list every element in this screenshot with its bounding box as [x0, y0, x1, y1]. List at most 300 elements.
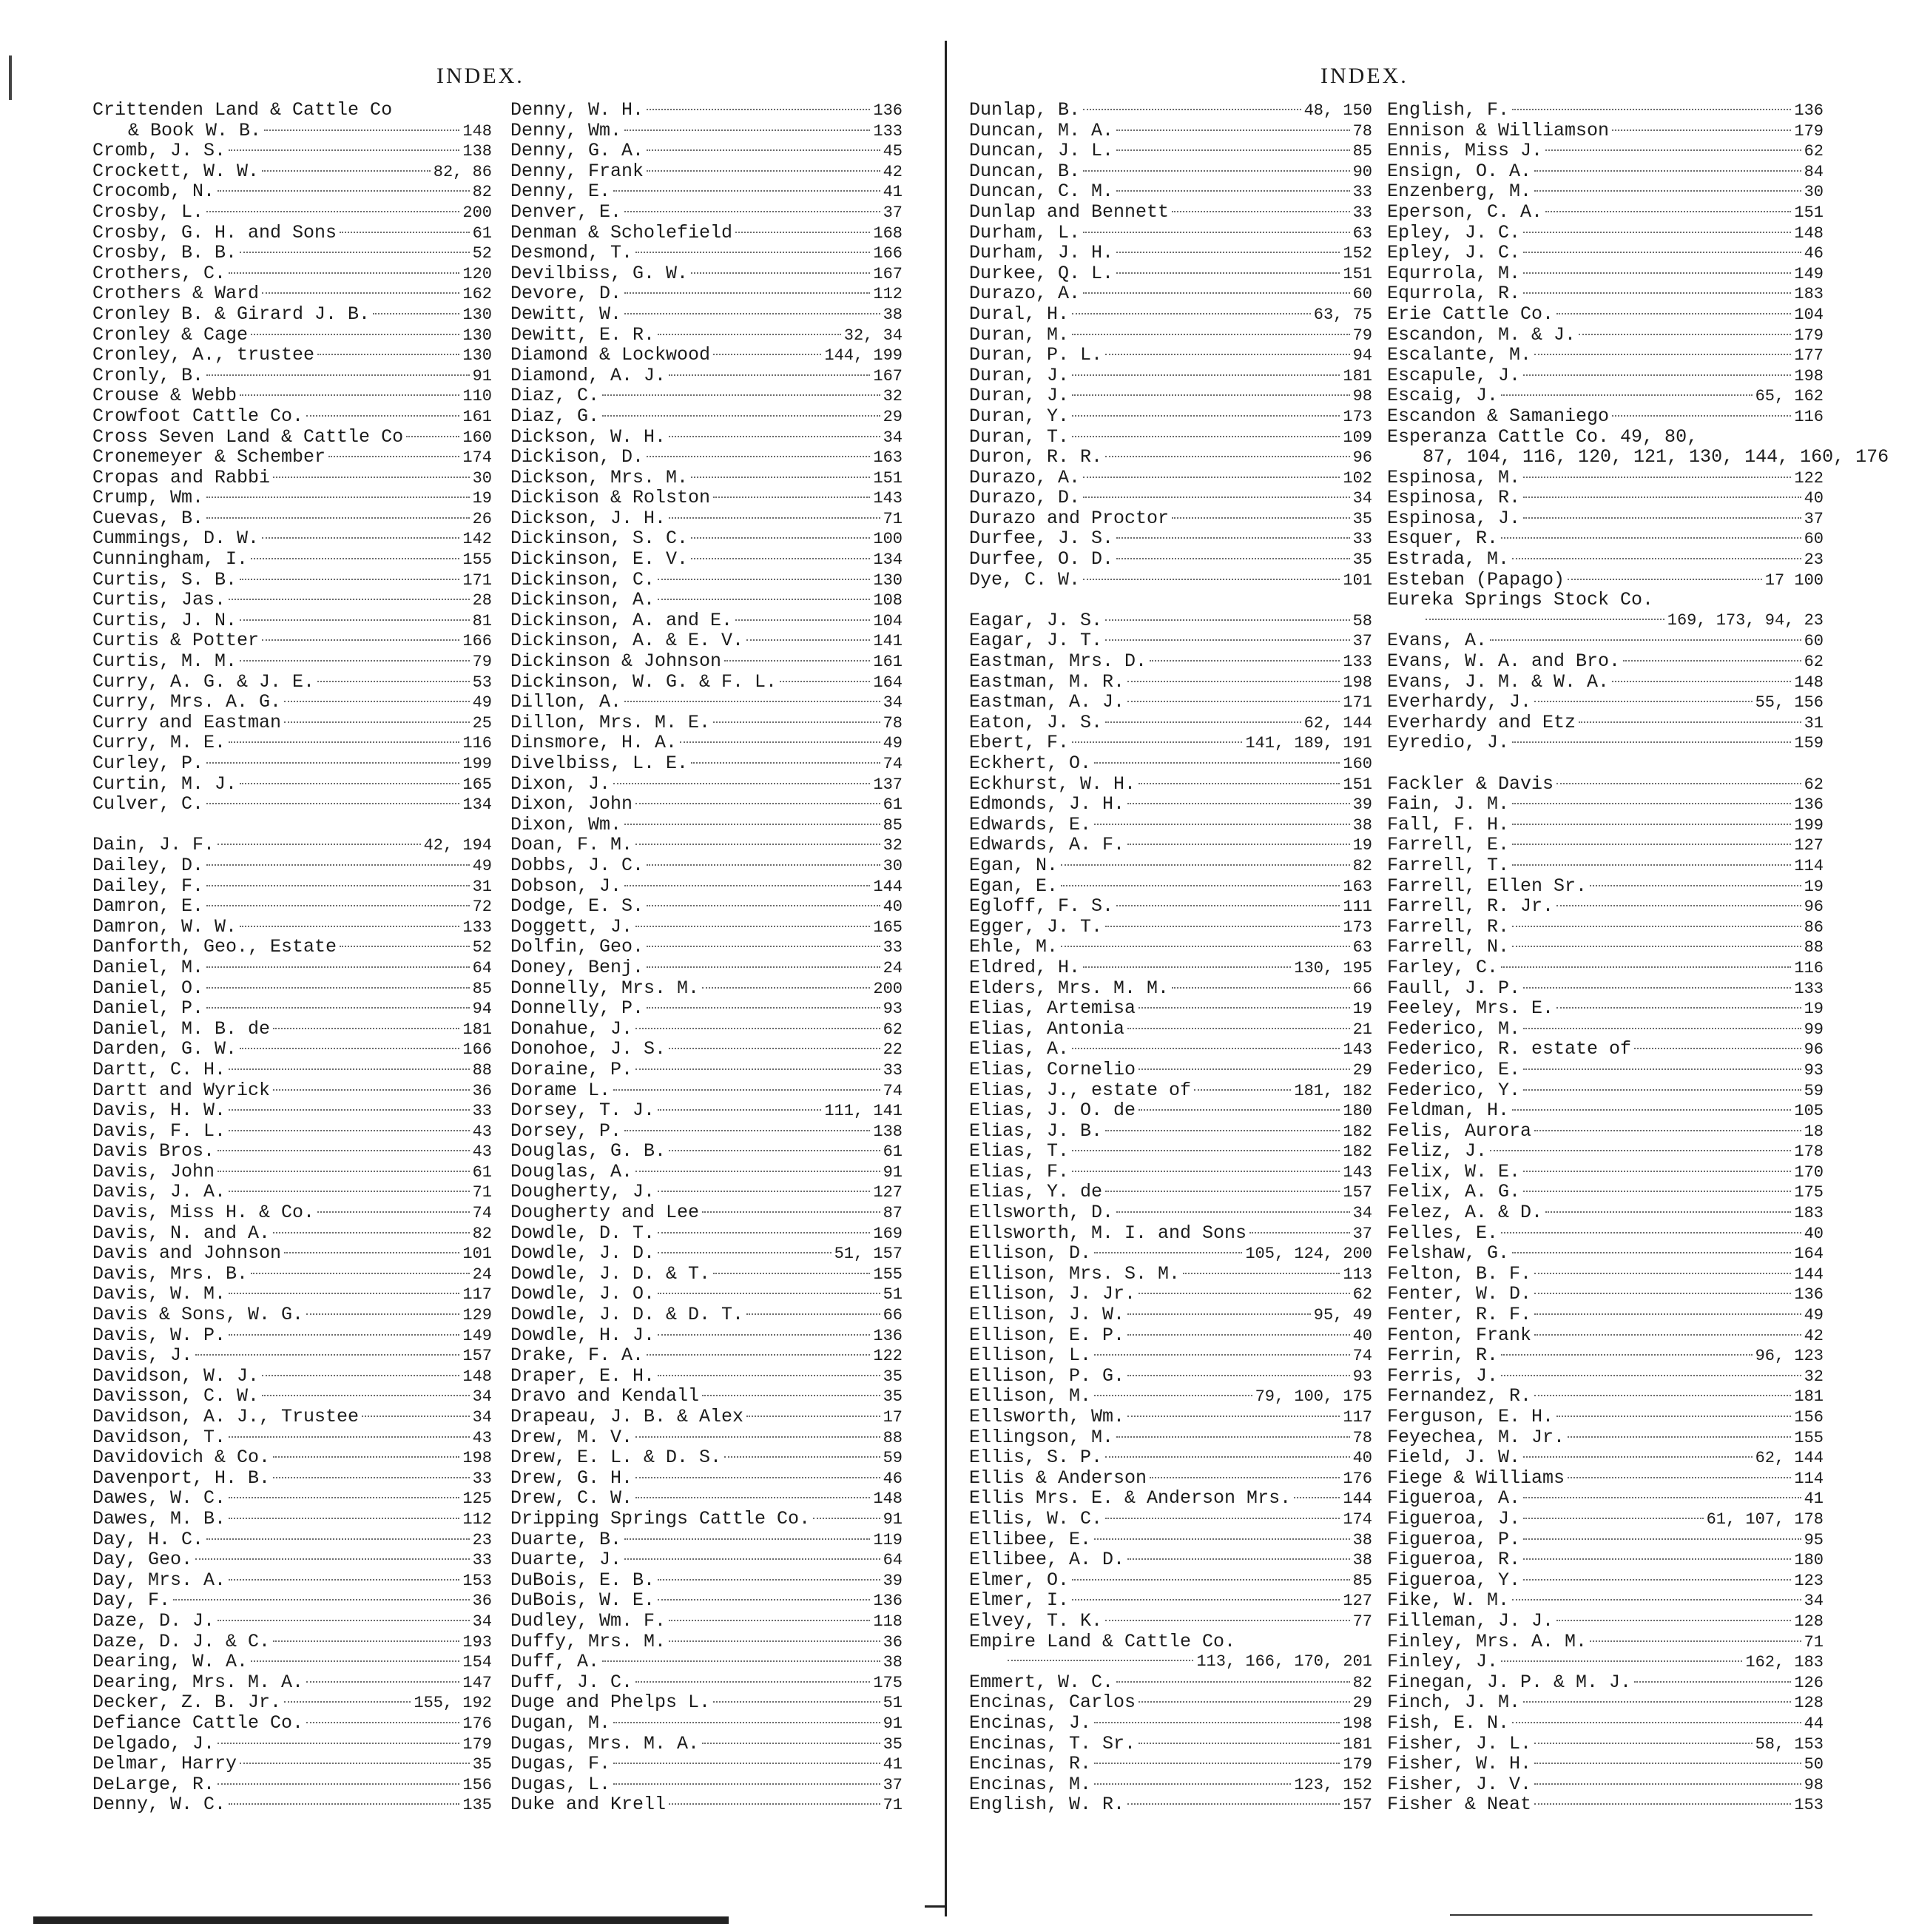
leader-dots: [647, 149, 880, 151]
entry-pages: 134: [462, 795, 492, 815]
leader-dots: [1139, 1293, 1350, 1294]
entry-pages: 40: [883, 898, 903, 917]
entry-pages: 101: [1343, 570, 1372, 590]
leader-dots: [713, 1273, 870, 1274]
index-entry: [969, 733, 1372, 753]
index-entry: [1387, 141, 1824, 161]
entry-name: Eastman, A. J.: [969, 691, 1125, 713]
index-entry: [969, 998, 1372, 1019]
index-entry: [92, 325, 492, 346]
index-entry: [969, 161, 1372, 182]
index-entry: [92, 1243, 492, 1264]
entry-pages: 33: [472, 1469, 492, 1488]
entry-pages: 62: [1352, 1285, 1372, 1305]
leader-dots: [702, 1211, 880, 1213]
index-entry: [510, 141, 903, 161]
leader-dots: [1623, 660, 1801, 662]
entry-name: Dowdle, J. D. & D. T.: [510, 1304, 744, 1326]
entry-pages: 96, 123: [1755, 1347, 1824, 1366]
index-entry: [510, 896, 903, 917]
entry-name: Davis, John: [92, 1160, 215, 1182]
entry-pages: 21: [1352, 1020, 1372, 1039]
entry-name: Ferris, J.: [1387, 1364, 1499, 1387]
leader-dots: [1116, 129, 1350, 131]
entry-pages: 155: [1794, 1428, 1824, 1447]
entry-name: Epley, J. C.: [1387, 221, 1521, 243]
index-entry: [92, 1590, 492, 1611]
index-entry: [969, 1243, 1372, 1264]
index-entry: [969, 1774, 1372, 1795]
entry-pages: 35: [1352, 509, 1372, 528]
leader-dots: [195, 1354, 459, 1356]
entry-name: Defiance Cattle Co.: [92, 1711, 304, 1734]
entry-pages: 29: [1352, 1694, 1372, 1713]
entry-pages: 148: [873, 1490, 903, 1509]
index-entry: [1387, 1141, 1824, 1162]
entry-name: Day, H. C.: [92, 1528, 204, 1550]
index-entry: [969, 835, 1372, 855]
leader-dots: [1083, 292, 1350, 294]
entry-name: Felis, Aurora: [1387, 1120, 1532, 1142]
index-entry: [510, 1652, 903, 1672]
leader-dots: [284, 721, 470, 723]
entry-pages: 85: [883, 815, 903, 835]
entry-pages: 122: [1794, 468, 1824, 488]
leader-dots: [229, 1436, 470, 1438]
entry-pages: 176: [462, 1714, 492, 1733]
leader-dots: [602, 1660, 880, 1662]
entry-pages: 71: [472, 1183, 492, 1202]
index-entry: [1387, 1794, 1824, 1815]
leader-dots: [229, 1334, 459, 1336]
leader-dots: [262, 537, 459, 539]
entry-pages: 173: [1343, 407, 1372, 426]
entry-name: Dugas, Mrs. M. A.: [510, 1732, 700, 1754]
entry-pages: 96: [1804, 1040, 1824, 1060]
index-entry: [969, 366, 1372, 386]
leader-dots: [1061, 885, 1340, 886]
entry-name: Ennison & Williamson: [1387, 119, 1610, 141]
entry-pages: 200: [873, 979, 903, 998]
leader-dots: [206, 803, 459, 804]
entry-name: Elmer, I.: [969, 1589, 1070, 1612]
entry-pages: 96: [1804, 898, 1824, 917]
entry-name: Davis Bros.: [92, 1140, 215, 1162]
entry-name: Curry, M. E.: [92, 732, 226, 754]
leader-dots: [1512, 1722, 1801, 1723]
entry-name: Fisher, J. V.: [1387, 1773, 1532, 1795]
index-entry: [969, 508, 1372, 529]
leader-dots: [1534, 1334, 1801, 1336]
index-entry: [510, 406, 903, 427]
entry-name: Drew, G. H.: [510, 1467, 633, 1489]
leader-dots: [1172, 987, 1350, 989]
index-entry: [1387, 1611, 1824, 1632]
entry-pages: 37: [883, 203, 903, 222]
leader-dots: [1072, 374, 1340, 376]
leader-dots: [1512, 1252, 1791, 1253]
entry-pages: 153: [1794, 1796, 1824, 1815]
entry-name: Davis, Miss H. & Co.: [92, 1202, 315, 1224]
entry-name: Dowdle, D. T.: [510, 1222, 655, 1244]
index-entry: [1387, 1407, 1824, 1427]
entry-pages: 200: [462, 203, 492, 222]
index-entry: [92, 1509, 492, 1529]
leader-dots: [1501, 1354, 1753, 1356]
leader-dots: [1139, 1701, 1350, 1703]
entry-name: Federico, E.: [1387, 1058, 1521, 1080]
entry-name: Dixon, J.: [510, 773, 611, 795]
leader-dots: [1127, 1334, 1350, 1336]
index-entry: [510, 733, 903, 753]
entry-name: Fisher, J. L.: [1387, 1732, 1532, 1754]
index-entry: [510, 304, 903, 325]
index-entry: [969, 978, 1372, 999]
entry-name: Durham, J. H.: [969, 242, 1114, 264]
index-entry: [969, 855, 1372, 876]
entry-name: Elias, J. B.: [969, 1120, 1103, 1142]
entry-name: Durazo, A.: [969, 466, 1081, 488]
entry-pages: 144, 199: [824, 346, 903, 366]
entry-name: Duff, A.: [510, 1651, 600, 1673]
index-entry: [1387, 1080, 1824, 1101]
leader-dots: [1116, 1436, 1350, 1438]
index-entry: [1387, 161, 1824, 182]
leader-dots: [669, 1803, 880, 1805]
entry-pages: 34: [1352, 1204, 1372, 1223]
entry-name: Dugan, M.: [510, 1711, 611, 1734]
index-entry: [510, 1794, 903, 1815]
leader-dots: [1512, 844, 1791, 845]
index-column: [969, 100, 1372, 1815]
entry-name: Drapeau, J. B. & Alex: [510, 1406, 744, 1427]
entry-pages: 34: [1804, 1592, 1824, 1611]
entry-name: Everhardy, J.: [1387, 691, 1532, 713]
entry-name: Donahue, J.: [510, 1017, 633, 1040]
leader-dots: [613, 190, 880, 192]
leader-dots: [624, 1538, 870, 1540]
entry-pages: 169: [873, 1224, 903, 1243]
entry-pages: 71: [1804, 1632, 1824, 1652]
entry-pages: 33: [472, 1551, 492, 1570]
entry-pages: 133: [1343, 653, 1372, 672]
entry-pages: 40: [1804, 1224, 1824, 1243]
index-entry: [92, 345, 492, 366]
entry-name: Ellsworth, M. I. and Sons: [969, 1222, 1247, 1244]
leader-dots: [735, 619, 870, 621]
index-entry: [510, 753, 903, 774]
entry-pages: 148: [462, 1367, 492, 1386]
entry-pages: 135: [462, 1796, 492, 1815]
entry-pages: 46: [1804, 244, 1824, 263]
leader-dots: [1116, 1681, 1350, 1683]
entry-name: Denny, G. A.: [510, 140, 644, 162]
leader-dots: [229, 1130, 470, 1131]
entry-name: Ellsworth, Wm.: [969, 1406, 1125, 1427]
entry-pages: 88: [883, 1428, 903, 1447]
entry-name: Daniel, M.: [92, 956, 204, 978]
index-entry: [92, 427, 492, 448]
entry-name: Federico, Y.: [1387, 1079, 1521, 1101]
entry-pages: 110: [462, 387, 492, 406]
entry-pages: 59: [1804, 1081, 1824, 1100]
index-entry: [1387, 774, 1824, 795]
entry-name: Eagar, J. S.: [969, 609, 1103, 631]
index-entry: [92, 406, 492, 427]
entry-pages: 160: [1343, 755, 1372, 773]
entry-pages: 32: [883, 387, 903, 406]
entry-pages: 82: [472, 183, 492, 202]
entry-name: Dowdle, J. O.: [510, 1283, 655, 1305]
entry-pages: 62: [883, 1020, 903, 1039]
entry-pages: 63, 75: [1313, 305, 1372, 324]
entry-name: Fish, E. N.: [1387, 1711, 1510, 1734]
leader-dots: [1590, 885, 1801, 886]
entry-pages: 177: [1794, 346, 1824, 366]
index-entry: [92, 774, 492, 795]
entry-name: Davis, F. L.: [92, 1120, 226, 1142]
index-entry: [969, 304, 1372, 325]
entry-pages: 62, 144: [1755, 1449, 1824, 1468]
leader-dots: [173, 1599, 470, 1601]
leader-dots: [1501, 394, 1753, 396]
entry-name: 87, 104, 116, 120, 121, 130, 144, 160, 176: [1423, 446, 1889, 468]
entry-name: Dixon, John: [510, 793, 633, 815]
entry-pages: 159: [1794, 734, 1824, 753]
entry-pages: 160: [462, 428, 492, 447]
entry-pages: 100: [873, 530, 903, 549]
index-entry: [92, 1305, 492, 1325]
entry-name: Fenter, W. D.: [1387, 1283, 1532, 1305]
index-entry: [510, 161, 903, 182]
index-entry: [969, 672, 1372, 693]
entry-pages: 30: [883, 856, 903, 875]
index-entry: [92, 488, 492, 508]
entry-name: Evans, A.: [1387, 630, 1488, 652]
entry-pages: 169, 173, 94, 23: [1667, 610, 1824, 630]
index-entry: [969, 1734, 1372, 1754]
index-entry: [1387, 508, 1824, 529]
index-entry: [510, 468, 903, 488]
index-entry: [969, 181, 1372, 202]
entry-pages: 95, 49: [1313, 1306, 1372, 1325]
entry-pages: 55, 156: [1755, 693, 1824, 713]
entry-pages: 147: [462, 1673, 492, 1692]
entry-name: Duran, M.: [969, 323, 1070, 346]
leader-dots: [635, 1477, 880, 1478]
index-entry: [92, 263, 492, 284]
entry-pages: 174: [1343, 1509, 1372, 1529]
index-entry: [92, 1672, 492, 1693]
entry-name: Duff, J. C.: [510, 1671, 633, 1693]
leader-dots: [613, 1722, 880, 1723]
entry-name: Felshaw, G.: [1387, 1242, 1510, 1265]
leader-dots: [251, 1273, 470, 1274]
entry-name: Federico, M.: [1387, 1017, 1521, 1040]
entry-pages: 181: [1343, 366, 1372, 386]
index-entry: [1387, 488, 1824, 508]
index-entry: [92, 794, 492, 815]
leader-dots: [1139, 1743, 1340, 1744]
entry-name: Dearing, W. A.: [92, 1651, 249, 1673]
entry-pages: 151: [1343, 775, 1372, 794]
entry-pages: 37: [883, 1775, 903, 1794]
leader-dots: [1512, 1109, 1791, 1111]
leader-dots: [1094, 1252, 1242, 1253]
entry-pages: 84: [1804, 162, 1824, 181]
leader-dots: [273, 1477, 470, 1478]
index-entry: [969, 406, 1372, 427]
index-entry: [92, 1754, 492, 1774]
index-entry: [92, 1060, 492, 1080]
index-entry: [92, 1366, 492, 1387]
index-column: [510, 100, 903, 1815]
entry-name: Figueroa, A.: [1387, 1487, 1521, 1509]
index-entry: [1387, 1427, 1824, 1448]
index-entry: [92, 1427, 492, 1448]
index-entry: [92, 1529, 492, 1550]
index-entry: [969, 1549, 1372, 1570]
entry-pages: 166: [873, 244, 903, 263]
entry-name: Eyredio, J.: [1387, 732, 1510, 754]
entry-pages: 36: [472, 1081, 492, 1100]
leader-dots: [1083, 497, 1350, 498]
index-entry: [1387, 794, 1824, 815]
entry-name: Duran, T.: [969, 425, 1070, 448]
entry-name: Finegan, J. P. & M. J.: [1387, 1671, 1632, 1693]
index-entry: [969, 528, 1372, 549]
entry-pages: 22: [883, 1040, 903, 1060]
entry-pages: 61, 107, 178: [1706, 1509, 1824, 1529]
entry-pages: 74: [883, 755, 903, 773]
leader-dots: [658, 1109, 821, 1111]
index-entry: [92, 1325, 492, 1346]
entry-name: Dickinson, A. & E. V.: [510, 630, 744, 652]
leader-dots: [1612, 129, 1791, 131]
entry-name: Curtis, M. M.: [92, 650, 237, 673]
entry-name: Farrell, R. Jr.: [1387, 895, 1554, 918]
entry-pages: 157: [462, 1347, 492, 1366]
index-entry: [92, 1611, 492, 1632]
leader-dots: [273, 1028, 459, 1029]
entry-pages: 74: [472, 1204, 492, 1223]
leader-dots: [206, 885, 470, 886]
leader-dots: [1083, 170, 1350, 172]
entry-pages: 42, 194: [423, 836, 492, 855]
entry-pages: 91: [883, 1714, 903, 1733]
index-entry: [92, 468, 492, 488]
leader-dots: [229, 1068, 470, 1070]
entry-pages: 130: [462, 326, 492, 345]
entry-pages: 50: [1804, 1755, 1824, 1774]
entry-name: Day, Mrs. A.: [92, 1569, 226, 1591]
index-entry: [92, 1549, 492, 1570]
leader-dots: [1116, 252, 1340, 253]
entry-name: Donohoe, J. S.: [510, 1038, 667, 1060]
entry-name: Doraine, P.: [510, 1058, 633, 1080]
entry-name: Durazo and Proctor: [969, 507, 1170, 529]
index-entry: [510, 202, 903, 223]
entry-name: Espinosa, M.: [1387, 466, 1521, 488]
entry-pages: 40: [1804, 489, 1824, 508]
leader-dots: [229, 1191, 470, 1192]
index-entry: [1387, 283, 1824, 304]
index-entry: [92, 733, 492, 753]
index-entry: [92, 1692, 492, 1713]
entry-pages: 179: [1343, 1755, 1372, 1774]
leader-dots: [1501, 1375, 1801, 1376]
entry-name: Ehle, M.: [969, 936, 1059, 958]
index-entry: [92, 610, 492, 631]
entry-pages: 49: [472, 693, 492, 713]
entry-name: Drew, E. L. & D. S.: [510, 1447, 722, 1469]
index-entry: [969, 1182, 1372, 1202]
entry-pages: 40: [1352, 1449, 1372, 1468]
leader-dots: [647, 1007, 880, 1009]
leader-dots: [1490, 1150, 1791, 1151]
entry-name: Diaz, C.: [510, 385, 600, 407]
entry-name: Cummings, D. W.: [92, 528, 260, 550]
index-entry: [1387, 1386, 1824, 1407]
leader-dots: [1083, 579, 1340, 580]
leader-dots: [1534, 1743, 1753, 1744]
entry-pages: 77: [1352, 1612, 1372, 1631]
entry-name: Dougherty, J.: [510, 1181, 655, 1203]
leader-dots: [669, 1620, 870, 1621]
index-entry: [92, 304, 492, 325]
entry-name: Duran, J.: [969, 385, 1070, 407]
entry-name: Ellsworth, D.: [969, 1202, 1114, 1224]
entry-pages: 63: [1352, 223, 1372, 243]
index-entry: [510, 1345, 903, 1366]
leader-dots: [613, 1089, 880, 1091]
entry-name: Escalante, M.: [1387, 344, 1532, 366]
entry-pages: 198: [1343, 1714, 1372, 1733]
leader-dots: [658, 1599, 870, 1601]
leader-dots: [206, 905, 470, 906]
index-entry: [969, 468, 1372, 488]
leader-dots: [602, 394, 880, 396]
entry-name: Durkee, Q. L.: [969, 262, 1114, 284]
entry-pages: 130: [462, 346, 492, 366]
entry-name: Dripping Springs Cattle Co.: [510, 1507, 811, 1529]
leader-dots: [1523, 1497, 1801, 1498]
leader-dots: [1523, 1579, 1791, 1581]
entry-name: Devore, D.: [510, 283, 622, 305]
leader-dots: [713, 721, 880, 723]
leader-dots: [1127, 844, 1350, 845]
entry-pages: 125: [462, 1490, 492, 1509]
entry-name: Esperanza Cattle Co. 49, 80,: [1387, 425, 1699, 448]
entry-name: Crosby, B. B.: [92, 242, 237, 264]
leader-dots: [1556, 313, 1791, 314]
leader-dots: [624, 885, 870, 886]
entry-name: Douglas, A.: [510, 1160, 633, 1182]
leader-dots: [1512, 558, 1801, 559]
index-entry: [510, 917, 903, 938]
entry-name: Ferguson, E. H.: [1387, 1406, 1554, 1427]
entry-pages: 60: [1352, 285, 1372, 304]
index-entry: [969, 1488, 1372, 1509]
entry-pages: 116: [1794, 407, 1824, 426]
leader-dots: [1534, 190, 1801, 192]
entry-name: Duge and Phelps L.: [510, 1692, 711, 1714]
entry-pages: 133: [1794, 979, 1824, 998]
leader-dots: [251, 334, 459, 335]
entry-name: Ellison, J. Jr.: [969, 1283, 1136, 1305]
index-entry: [510, 1488, 903, 1509]
entry-name: Espinosa, R.: [1387, 487, 1521, 509]
